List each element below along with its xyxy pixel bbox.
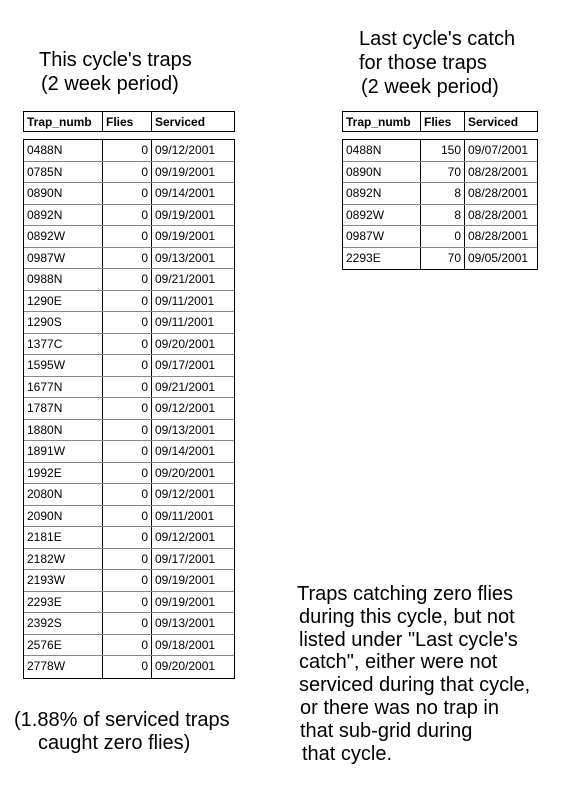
- trap-number-cell[interactable]: 0892W: [343, 205, 421, 226]
- table-row[interactable]: [343, 226, 537, 248]
- flies-cell[interactable]: 0: [103, 398, 152, 419]
- flies-cell[interactable]: 0: [421, 226, 465, 247]
- flies-cell[interactable]: 0: [103, 226, 152, 247]
- trap-number-cell[interactable]: 0988N: [24, 269, 103, 290]
- table-row[interactable]: [24, 398, 234, 420]
- trap-number-cell[interactable]: 2293E: [24, 592, 103, 613]
- trap-number-cell[interactable]: 0892W: [24, 226, 103, 247]
- note-line: serviced during that cycle,: [299, 674, 531, 697]
- table-row[interactable]: [24, 205, 234, 227]
- trap-number-cell[interactable]: 1290E: [24, 291, 103, 312]
- flies-cell[interactable]: 0: [103, 527, 152, 548]
- table-row[interactable]: [24, 312, 234, 334]
- trap-number-cell[interactable]: 0892N: [343, 183, 421, 204]
- this-cycle-heading: [39, 48, 192, 96]
- flies-cell[interactable]: 70: [421, 248, 465, 270]
- flies-cell[interactable]: 0: [103, 248, 152, 269]
- note-line: (1.88% of serviced traps: [14, 709, 230, 731]
- note-line: or there was no trap in: [300, 696, 499, 719]
- serviced-date-cell[interactable]: 08/28/2001: [468, 164, 529, 179]
- trap-number-cell[interactable]: 2778W: [24, 656, 103, 678]
- flies-cell[interactable]: 0: [103, 183, 152, 204]
- serviced-date-cell[interactable]: 09/14/2001: [155, 186, 216, 200]
- flies-cell[interactable]: 0: [103, 613, 152, 634]
- heading-line: for those traps: [359, 52, 487, 74]
- heading-line: This cycle's traps: [39, 49, 192, 71]
- table-row[interactable]: [24, 269, 234, 291]
- column-header-serviced[interactable]: Serviced: [155, 115, 206, 129]
- trap-number-cell[interactable]: 0488N: [24, 140, 103, 161]
- trap-number-cell[interactable]: 1290S: [24, 312, 103, 333]
- trap-number-cell[interactable]: 1880N: [24, 420, 103, 441]
- table-row[interactable]: [24, 506, 234, 528]
- table-row[interactable]: [24, 592, 234, 614]
- flies-cell[interactable]: 0: [103, 291, 152, 312]
- flies-cell[interactable]: 0: [103, 162, 152, 183]
- flies-cell[interactable]: 0: [103, 269, 152, 290]
- serviced-date-cell[interactable]: 09/12/2001: [155, 487, 216, 501]
- heading-line: (2 week period): [41, 73, 179, 95]
- table-row[interactable]: [24, 441, 234, 463]
- table-row[interactable]: [24, 613, 234, 635]
- trap-number-cell[interactable]: 0987W: [24, 248, 103, 269]
- table-header: [342, 111, 538, 132]
- serviced-date-cell[interactable]: 08/28/2001: [468, 229, 529, 243]
- table-row[interactable]: [24, 549, 234, 571]
- serviced-date-cell[interactable]: 09/21/2001: [155, 272, 216, 286]
- note-line: caught zero flies): [38, 731, 191, 754]
- trap-number-cell[interactable]: 2090N: [24, 506, 103, 527]
- trap-number-cell[interactable]: 1891W: [24, 441, 103, 462]
- trap-number-cell[interactable]: 2182W: [24, 549, 103, 570]
- trap-number-cell[interactable]: 2576E: [24, 635, 103, 656]
- trap-number-cell[interactable]: 0890N: [343, 162, 421, 183]
- trap-number-cell[interactable]: 1595W: [24, 355, 103, 376]
- serviced-date-cell[interactable]: 09/18/2001: [155, 637, 216, 652]
- note-line: catch", either were not: [299, 651, 498, 674]
- table-row[interactable]: [24, 484, 234, 506]
- flies-cell[interactable]: 0: [103, 355, 152, 376]
- note-line: Traps catching zero flies: [297, 583, 514, 605]
- column-header-flies[interactable]: Flies: [103, 112, 152, 131]
- flies-cell[interactable]: 0: [103, 441, 152, 462]
- flies-cell[interactable]: 0: [103, 140, 152, 161]
- trap-number-cell[interactable]: 0488N: [343, 140, 421, 161]
- note-line: listed under "Last cycle's: [299, 628, 518, 651]
- trap-number-cell[interactable]: 1677N: [24, 377, 103, 398]
- table-header: [23, 111, 235, 132]
- flies-cell[interactable]: 150: [421, 140, 465, 161]
- table-body: [342, 139, 538, 270]
- serviced-date-cell[interactable]: 09/07/2001: [468, 143, 529, 157]
- table-row[interactable]: [343, 205, 537, 227]
- table-row[interactable]: [343, 248, 537, 270]
- table-row[interactable]: [24, 527, 234, 549]
- serviced-date-cell[interactable]: 09/13/2001: [155, 250, 216, 265]
- flies-cell[interactable]: 0: [103, 549, 152, 570]
- serviced-date-cell[interactable]: 09/19/2001: [155, 594, 216, 609]
- table-row[interactable]: [24, 226, 234, 248]
- flies-cell[interactable]: 0: [103, 463, 152, 484]
- column-header-flies[interactable]: Flies: [421, 112, 465, 131]
- flies-cell[interactable]: 0: [103, 312, 152, 333]
- serviced-date-cell[interactable]: 09/21/2001: [155, 379, 216, 394]
- table-row[interactable]: [343, 140, 537, 162]
- trap-number-cell[interactable]: 2193W: [24, 570, 103, 591]
- flies-cell[interactable]: 0: [103, 635, 152, 656]
- serviced-date-cell[interactable]: 09/05/2001: [468, 250, 529, 265]
- trap-number-cell[interactable]: 0892N: [24, 205, 103, 226]
- trap-number-cell[interactable]: 2181E: [24, 527, 103, 548]
- heading-line: (2 week period): [361, 76, 499, 98]
- flies-cell[interactable]: 0: [103, 484, 152, 505]
- table-row[interactable]: [24, 291, 234, 313]
- trap-number-cell[interactable]: 0890N: [24, 183, 103, 204]
- flies-cell[interactable]: 8: [421, 205, 465, 226]
- trap-number-cell[interactable]: 2080N: [24, 484, 103, 505]
- table-row[interactable]: [24, 183, 234, 205]
- flies-cell[interactable]: 0: [103, 506, 152, 527]
- serviced-date-cell[interactable]: 09/11/2001: [155, 508, 215, 523]
- serviced-date-cell[interactable]: 08/28/2001: [468, 186, 529, 200]
- flies-cell[interactable]: 0: [103, 656, 152, 678]
- trap-number-cell[interactable]: 2392S: [24, 613, 103, 634]
- table-row[interactable]: [24, 334, 234, 356]
- serviced-date-cell[interactable]: 09/17/2001: [155, 358, 216, 372]
- table-row[interactable]: [24, 140, 234, 162]
- serviced-date-cell[interactable]: 09/19/2001: [155, 229, 216, 243]
- flies-cell[interactable]: 0: [103, 205, 152, 226]
- serviced-date-cell[interactable]: 09/13/2001: [155, 616, 216, 630]
- table-row[interactable]: [24, 248, 234, 270]
- table-row[interactable]: [24, 656, 234, 678]
- serviced-date-cell[interactable]: 09/20/2001: [155, 659, 216, 673]
- table-row[interactable]: [24, 635, 234, 657]
- table-row[interactable]: [343, 162, 537, 184]
- flies-cell[interactable]: 0: [103, 570, 152, 591]
- table-row[interactable]: [24, 355, 234, 377]
- heading-line: Last cycle's catch: [359, 28, 516, 50]
- serviced-date-cell[interactable]: 09/20/2001: [155, 465, 216, 480]
- serviced-date-cell[interactable]: 09/19/2001: [155, 164, 216, 179]
- flies-cell[interactable]: 8: [421, 183, 465, 204]
- serviced-date-cell[interactable]: 09/17/2001: [155, 551, 216, 566]
- note-line: that sub-grid during: [300, 719, 473, 742]
- flies-cell[interactable]: 0: [103, 592, 152, 613]
- serviced-date-cell[interactable]: 09/19/2001: [155, 207, 216, 222]
- zero-flies-percentage-note: [14, 709, 230, 755]
- note-line: during this cycle, but not: [299, 605, 515, 628]
- table-row[interactable]: [24, 162, 234, 184]
- table-row[interactable]: [24, 377, 234, 399]
- serviced-date-cell[interactable]: 09/19/2001: [155, 573, 216, 587]
- serviced-date-cell[interactable]: 09/20/2001: [155, 336, 216, 351]
- serviced-date-cell[interactable]: 09/11/2001: [155, 293, 215, 308]
- flies-cell[interactable]: 0: [103, 377, 152, 398]
- column-header-trap-number[interactable]: Trap_numb: [343, 112, 421, 131]
- trap-number-cell[interactable]: 1992E: [24, 463, 103, 484]
- table-body: [23, 139, 235, 679]
- serviced-date-cell[interactable]: 08/28/2001: [468, 207, 529, 222]
- serviced-date-cell[interactable]: 09/13/2001: [155, 422, 216, 437]
- table-row[interactable]: [24, 420, 234, 442]
- table-row[interactable]: [343, 183, 537, 205]
- last-cycle-catch-table: [342, 111, 538, 270]
- serviced-date-cell[interactable]: 09/14/2001: [155, 444, 216, 458]
- serviced-date-cell[interactable]: 09/11/2001: [155, 315, 215, 329]
- trap-number-cell[interactable]: 2293E: [343, 248, 421, 270]
- trap-number-cell[interactable]: 1787N: [24, 398, 103, 419]
- column-header-trap-number[interactable]: Trap_numb: [24, 112, 103, 131]
- note-line: that cycle.: [302, 742, 393, 765]
- flies-cell[interactable]: 0: [103, 334, 152, 355]
- this-cycle-traps-table: [23, 111, 235, 679]
- table-row[interactable]: [24, 570, 234, 592]
- table-row[interactable]: [24, 463, 234, 485]
- serviced-date-cell[interactable]: 09/12/2001: [155, 401, 216, 415]
- trap-number-cell[interactable]: 0987W: [343, 226, 421, 247]
- flies-cell[interactable]: 0: [103, 420, 152, 441]
- trap-number-cell[interactable]: 1377C: [24, 334, 103, 355]
- serviced-date-cell[interactable]: 09/12/2001: [155, 530, 216, 544]
- serviced-date-cell[interactable]: 09/12/2001: [155, 143, 216, 157]
- flies-cell[interactable]: 70: [421, 162, 465, 183]
- column-header-serviced[interactable]: Serviced: [468, 115, 519, 129]
- trap-number-cell[interactable]: 0785N: [24, 162, 103, 183]
- last-cycle-heading: [359, 27, 515, 99]
- explanation-note: [297, 583, 530, 765]
